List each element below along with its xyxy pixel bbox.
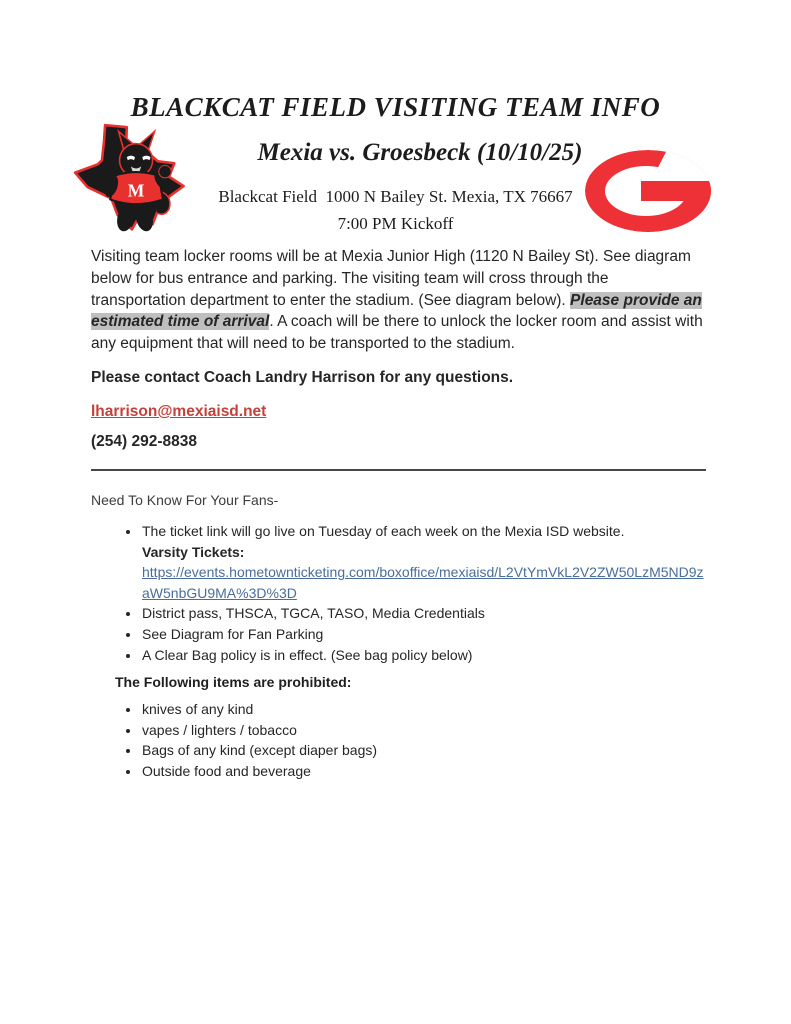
mexia-blackcat-logo [72,122,196,248]
list-item: • vapes / lighters / tobacco [141,720,707,741]
list-item: • District pass, THSCA, TGCA, TASO, Media Credentials [141,603,707,624]
list-item: • A Clear Bag policy is in effect. (See bag policy below) [141,645,707,666]
document-body [91,246,707,782]
phone-number: (254) 292-8838 [91,432,197,450]
intro-paragraph [91,246,707,355]
jersey-letter: M [127,180,145,201]
intro-text-2: . A coach will be there to unlock the locker room and assist with any equipment that will need to be transported to the stadium. [91,313,703,353]
groesbeck-g-logo [585,150,711,232]
page-title: BLACKCAT FIELD VISITING TEAM INFO [130,92,661,122]
fans-section-heading: Need To Know For Your Fans- [91,491,279,508]
list-item: • Outside food and beverage [141,761,707,782]
kickoff-time: 7:00 PM Kickoff [337,214,454,233]
section-divider [91,469,706,471]
email-line [91,403,707,421]
venue-address: Blackcat Field 1000 N Bailey St. Mexia, TX 76667 [218,187,573,206]
ticket-link-line [142,562,707,603]
intro-text-1: Visiting team locker rooms will be at Mexia Junior High (1120 N Bailey St). See diagram below for bus entrance and parking. The visiting team will cross through the transportation department to enter the stadium. (See diagram below). [91,248,691,309]
list-item [141,521,707,603]
ticket-link[interactable]: https://events.hometownticketing.com/boxoffice/mexiaisd/L2VtYmVkL2V2ZW50LzM5ND9zaW5nbGU9MA%3D%3D [142,564,704,601]
prohibited-list [91,699,707,781]
prohibited-heading: The Following items are prohibited: [115,674,352,691]
list-item: • knives of any kind [141,699,707,720]
matchup-subtitle: Mexia vs. Groesbeck (10/10/25) [257,139,583,166]
list-item: • See Diagram for Fan Parking [141,624,707,645]
list-item: • Bags of any kind (except diaper bags) [141,740,707,761]
eta-highlight: Please provide an estimated time of arrival [91,291,702,331]
fans-bullet-list [91,521,707,665]
varsity-tickets-label: Varsity Tickets: [142,543,245,560]
email-link[interactable]: lharrison@mexiaisd.net [91,402,267,420]
contact-heading: Please contact Coach Landry Harrison for any questions. [91,368,514,386]
ticket-info-text: • The ticket link will go live on Tuesday of each week on the Mexia ISD website. [142,522,625,539]
